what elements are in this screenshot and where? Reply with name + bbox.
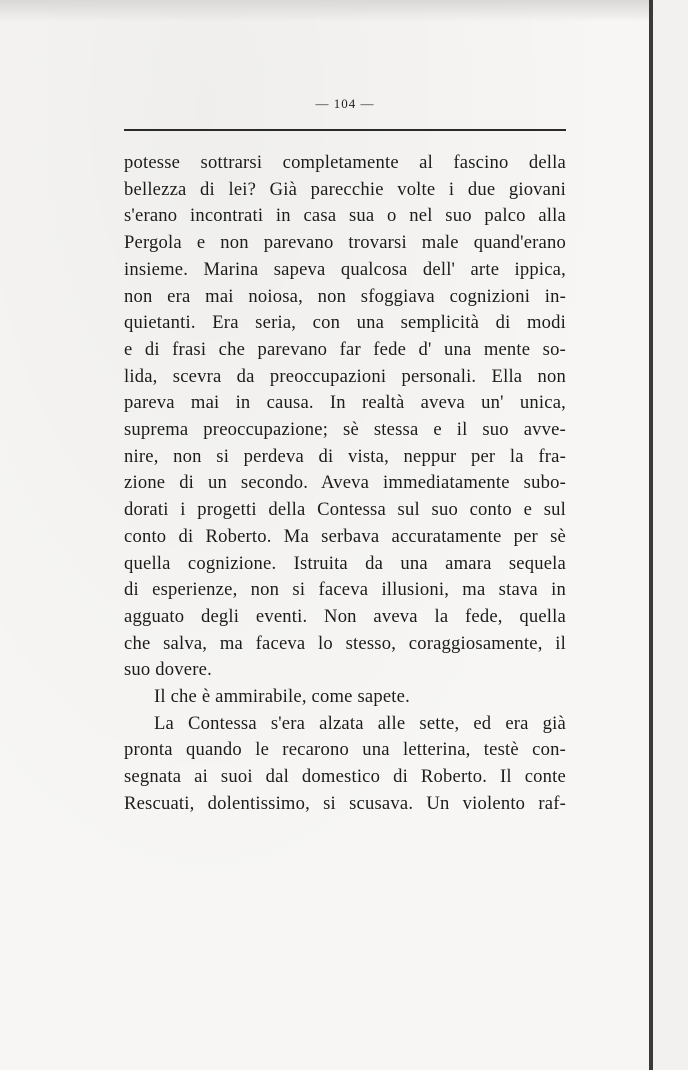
text-line: quietanti. Era seria, con una semplicità di modi <box>124 312 566 334</box>
text-line: La Contessa s'era alzata alle sette, ed era già <box>154 712 566 734</box>
text-line: s'erano incontrati in casa sua o nel suo palco alla <box>124 205 566 227</box>
page-margin-right <box>653 0 688 1070</box>
text-line: insieme. Marina sapeva qualcosa dell' arte ippica, <box>124 258 566 280</box>
text-line: segnata ai suoi dal domestico di Roberto. Il conte <box>124 766 566 788</box>
text-line: di esperienze, non si faceva illusioni, ma stava in <box>124 579 566 601</box>
text-line: non era mai noiosa, non sfoggiava cognizioni in- <box>124 285 566 307</box>
text-line: che salva, ma faceva lo stesso, coraggiosamente, il <box>124 632 566 654</box>
text-line: Il che è ammirabile, come sapete. <box>154 686 410 708</box>
text-line: nire, non si perdeva di vista, neppur per la fra- <box>124 445 566 467</box>
text-line: quella cognizione. Istruita da una amara sequela <box>124 552 566 574</box>
text-line: dorati i progetti della Contessa sul suo conto e sul <box>124 499 566 521</box>
text-line: agguato degli eventi. Non aveva la fede, quella <box>124 605 566 627</box>
page-edge-line <box>649 0 653 1070</box>
header-rule <box>124 129 566 131</box>
page-number-header: — 104 — <box>315 96 375 111</box>
text-line: pronta quando le recarono una letterina, testè con- <box>124 739 566 761</box>
text-line: Pergola e non parevano trovarsi male quand'erano <box>124 232 566 254</box>
text-line: pareva mai in causa. In realtà aveva un' unica, <box>124 392 566 414</box>
text-line: Rescuati, dolentissimo, si scusava. Un violento raf- <box>124 792 566 814</box>
text-line: bellezza di lei? Già parecchie volte i due giovani <box>124 178 566 200</box>
text-line: suo dovere. <box>124 659 212 681</box>
text-line: e di frasi che parevano far fede d' una mente so- <box>124 338 566 360</box>
text-line: conto di Roberto. Ma serbava accuratamente per sè <box>124 525 566 547</box>
text-line: potesse sottrarsi completamente al fascino della <box>124 152 566 173</box>
text-line: zione di un secondo. Aveva immediatamente subo- <box>124 472 566 494</box>
text-line: lida, scevra da preoccupazioni personali. Ella non <box>124 365 566 387</box>
scan-top-shadow <box>0 0 688 22</box>
text-line: suprema preoccupazione; sè stessa e il suo avve- <box>124 419 566 441</box>
body-text <box>124 150 566 818</box>
